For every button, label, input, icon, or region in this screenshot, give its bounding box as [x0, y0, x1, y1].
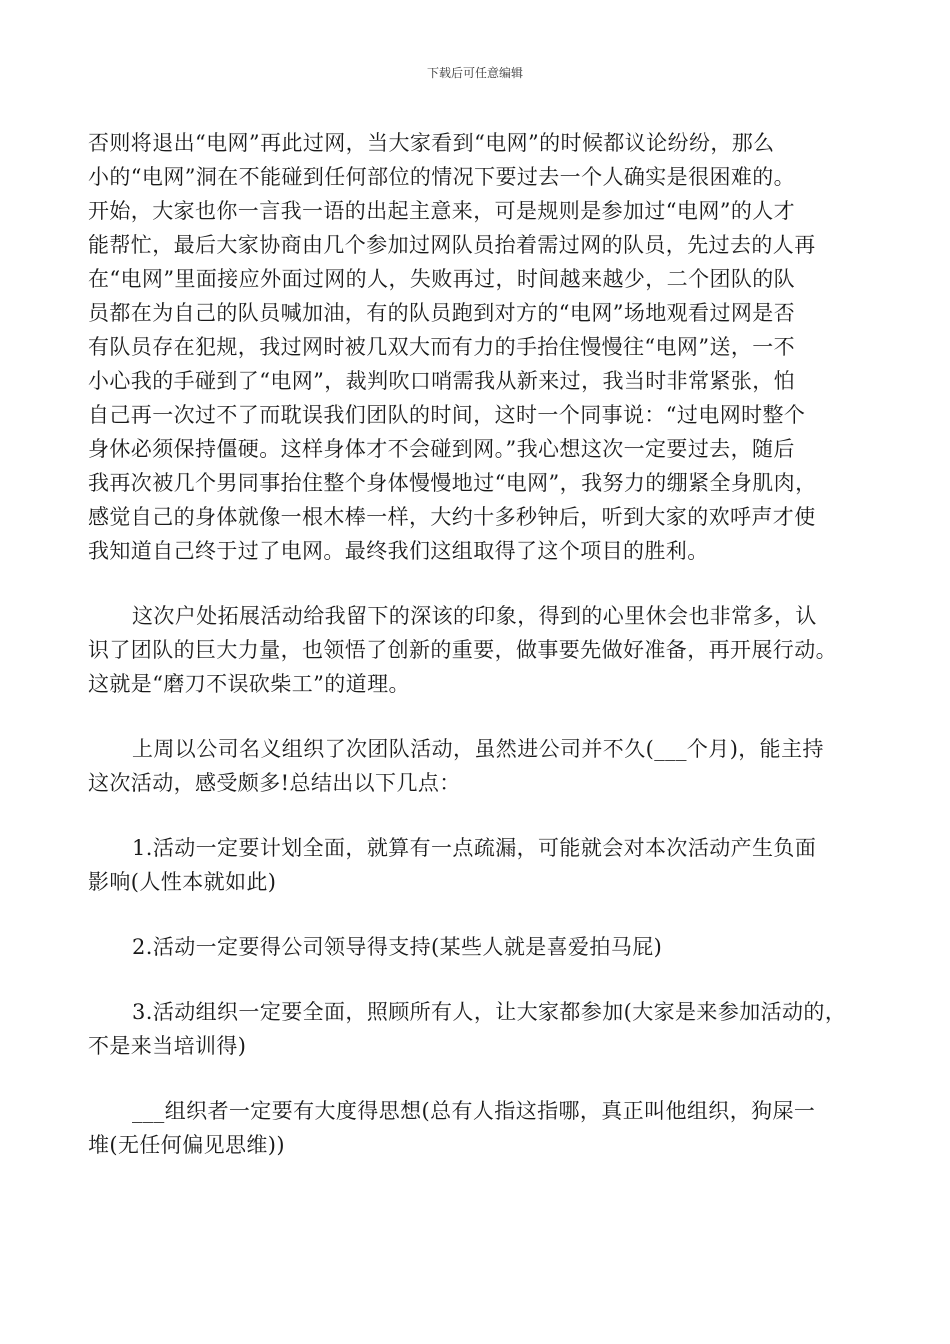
text-line: 堆(无任何偏见思维))	[88, 1133, 285, 1157]
text-line: 身休必须保持僵硬。这样身体才不会碰到网。”我心想这次一定要过去，随后	[88, 437, 795, 461]
text-line: 有队员存在犯规，我过网时被几双大而有力的手抬住慢慢往“电网”送，一不	[88, 335, 796, 359]
paragraph-2	[88, 599, 868, 701]
list-item-1	[88, 831, 868, 899]
text-line: 开始，大家也你一言我一语的出起主意来，可是规则是参加过“电网”的人才	[88, 199, 796, 223]
text-line: 我再次被几个男同事抬住整个身体慢慢地过“电网”，我努力的绷紧全身肌肉，	[88, 471, 817, 495]
text-line: 我知道自己终于过了电网。最终我们这组取得了这个项目的胜利。	[88, 539, 709, 563]
list-item-3	[88, 995, 868, 1063]
text-line: 否则将退出“电网”再此过网，当大家看到“电网”的时候都议论纷纷，那么	[88, 131, 775, 155]
text-line: 感觉自己的身体就像一根木棒一样，大约十多秒钟后，听到大家的欢呼声才使	[88, 505, 816, 529]
text-line: 能帮忙，最后大家协商由几个参加过网队员抬着需过网的队员，先过去的人再	[88, 233, 816, 257]
paragraph-3	[88, 732, 868, 800]
text-line: 小心我的手碰到了“电网”，裁判吹口哨需我从新来过，我当时非常紧张，怕	[88, 369, 796, 393]
page-header: 下载后可任意编辑	[426, 66, 523, 80]
text-line: 在“电网”里面接应外面过网的人，失败再过，时间越来越少，二个团队的队	[88, 267, 796, 291]
text-line: ___组织者一定要有大度得思想(总有人指这指哪，真正叫他组织，狗屎一	[132, 1099, 816, 1123]
text-line: 识了团队的巨大力量，也领悟了创新的重要，做事要先做好准备，再开展行动。	[88, 638, 837, 662]
text-line: 自己再一次过不了而耽误我们团队的时间，这时一个同事说：“过电网时整个	[88, 403, 806, 427]
text-line: 员都在为自己的队员喊加油，有的队员跑到对方的“电网”场地观看过网是否	[88, 301, 796, 325]
document-body	[88, 126, 868, 1162]
text-line: 这次活动，感受颇多!总结出以下几点：	[88, 771, 461, 795]
text-line: 影响(人性本就如此)	[88, 870, 277, 894]
list-item-4	[88, 1094, 868, 1162]
text-line: 上周以公司名义组织了次团队活动，虽然进公司并不久(___个月)，能主持	[132, 737, 824, 761]
paragraph-1	[88, 126, 868, 568]
text-line: 这次户处拓展活动给我留下的深该的印象，得到的心里休会也非常多，认	[132, 604, 817, 628]
text-line: 小的“电网”洞在不能碰到任何部位的情况下要过去一个人确实是很困难的。	[88, 165, 796, 189]
text-line: 这就是“磨刀不误砍柴工”的道理。	[88, 672, 410, 696]
text-line: 1.活动一定要计划全面，就算有一点疏漏，可能就会对本次活动产生负面	[132, 836, 817, 860]
list-item-2	[88, 930, 868, 964]
text-line: 2.活动一定要得公司领导得支持(某些人就是喜爱拍马屁)	[132, 935, 663, 959]
text-line: 不是来当培训得)	[88, 1034, 247, 1058]
text-line: 3.活动组织一定要全面，照顾所有人，让大家都参加(大家是来参加活动的，	[132, 1000, 847, 1024]
